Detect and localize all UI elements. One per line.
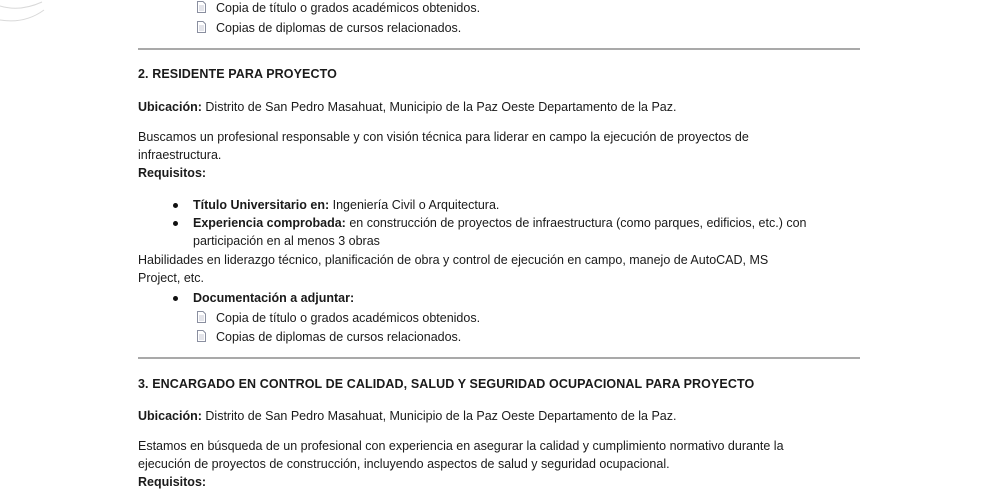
requirements-label: Requisitos: [138, 166, 207, 180]
attachment-item: Copias de diplomas de cursos relacionados. [216, 330, 462, 344]
decorative-curves [0, 0, 60, 30]
document-icon [197, 330, 206, 342]
attachment-item: Copia de título o grados académicos obtenidos. [216, 1, 481, 15]
bullet-icon [173, 296, 178, 301]
requirement-label: Experiencia comprobada: [193, 216, 346, 230]
section-divider [138, 48, 860, 50]
section-heading: 2. RESIDENTE PARA PROYECTO [138, 67, 337, 81]
requirement-text: en construcción de proyectos de infraestructura (como parques, edificios, etc.) con [349, 216, 807, 230]
skills-line: Habilidades en liderazgo técnico, planificación de obra y control de ejecución en campo, manejo de AutoCAD, MS [138, 253, 769, 267]
attachment-item: Copia de título o grados académicos obtenidos. [216, 311, 481, 325]
attachment-item: Copias de diplomas de cursos relacionados. [216, 21, 462, 35]
skills-line: Project, etc. [138, 271, 204, 285]
requirement-text: Ingeniería Civil o Arquitectura. [332, 198, 500, 212]
requirement-label: Título Universitario en: [193, 198, 330, 212]
location-text: Distrito de San Pedro Masahuat, Municipio de la Paz Oeste Departamento de la Paz. [205, 409, 677, 423]
location-line [138, 407, 676, 425]
bullet-icon [173, 221, 178, 226]
location-label: Ubicación: [138, 100, 202, 114]
document-icon [197, 21, 206, 33]
documentation-label: Documentación a adjuntar: [193, 291, 355, 305]
bullet-icon [173, 203, 178, 208]
requirements-label: Requisitos: [138, 475, 207, 489]
document-icon [197, 311, 206, 323]
section-divider [138, 357, 860, 359]
location-line [138, 98, 676, 116]
requirement-item [193, 196, 499, 214]
location-label: Ubicación: [138, 409, 202, 423]
section-heading: 3. ENCARGADO EN CONTROL DE CALIDAD, SALUD Y SEGURIDAD OCUPACIONAL PARA PROYECTO [138, 377, 755, 391]
document-icon [197, 1, 206, 13]
requirement-item [193, 214, 806, 232]
description-line: ejecución de proyectos de construcción, incluyendo aspectos de salud y seguridad ocupacional. [138, 457, 670, 471]
description-line: Buscamos un profesional responsable y con visión técnica para liderar en campo la ejecución de proyectos de [138, 130, 749, 144]
description-line: Estamos en búsqueda de un profesional con experiencia en asegurar la calidad y cumplimiento normativo durante la [138, 439, 784, 453]
requirement-text-continued: participación en al menos 3 obras [193, 234, 380, 248]
location-text: Distrito de San Pedro Masahuat, Municipio de la Paz Oeste Departamento de la Paz. [205, 100, 677, 114]
description-line: infraestructura. [138, 148, 222, 162]
